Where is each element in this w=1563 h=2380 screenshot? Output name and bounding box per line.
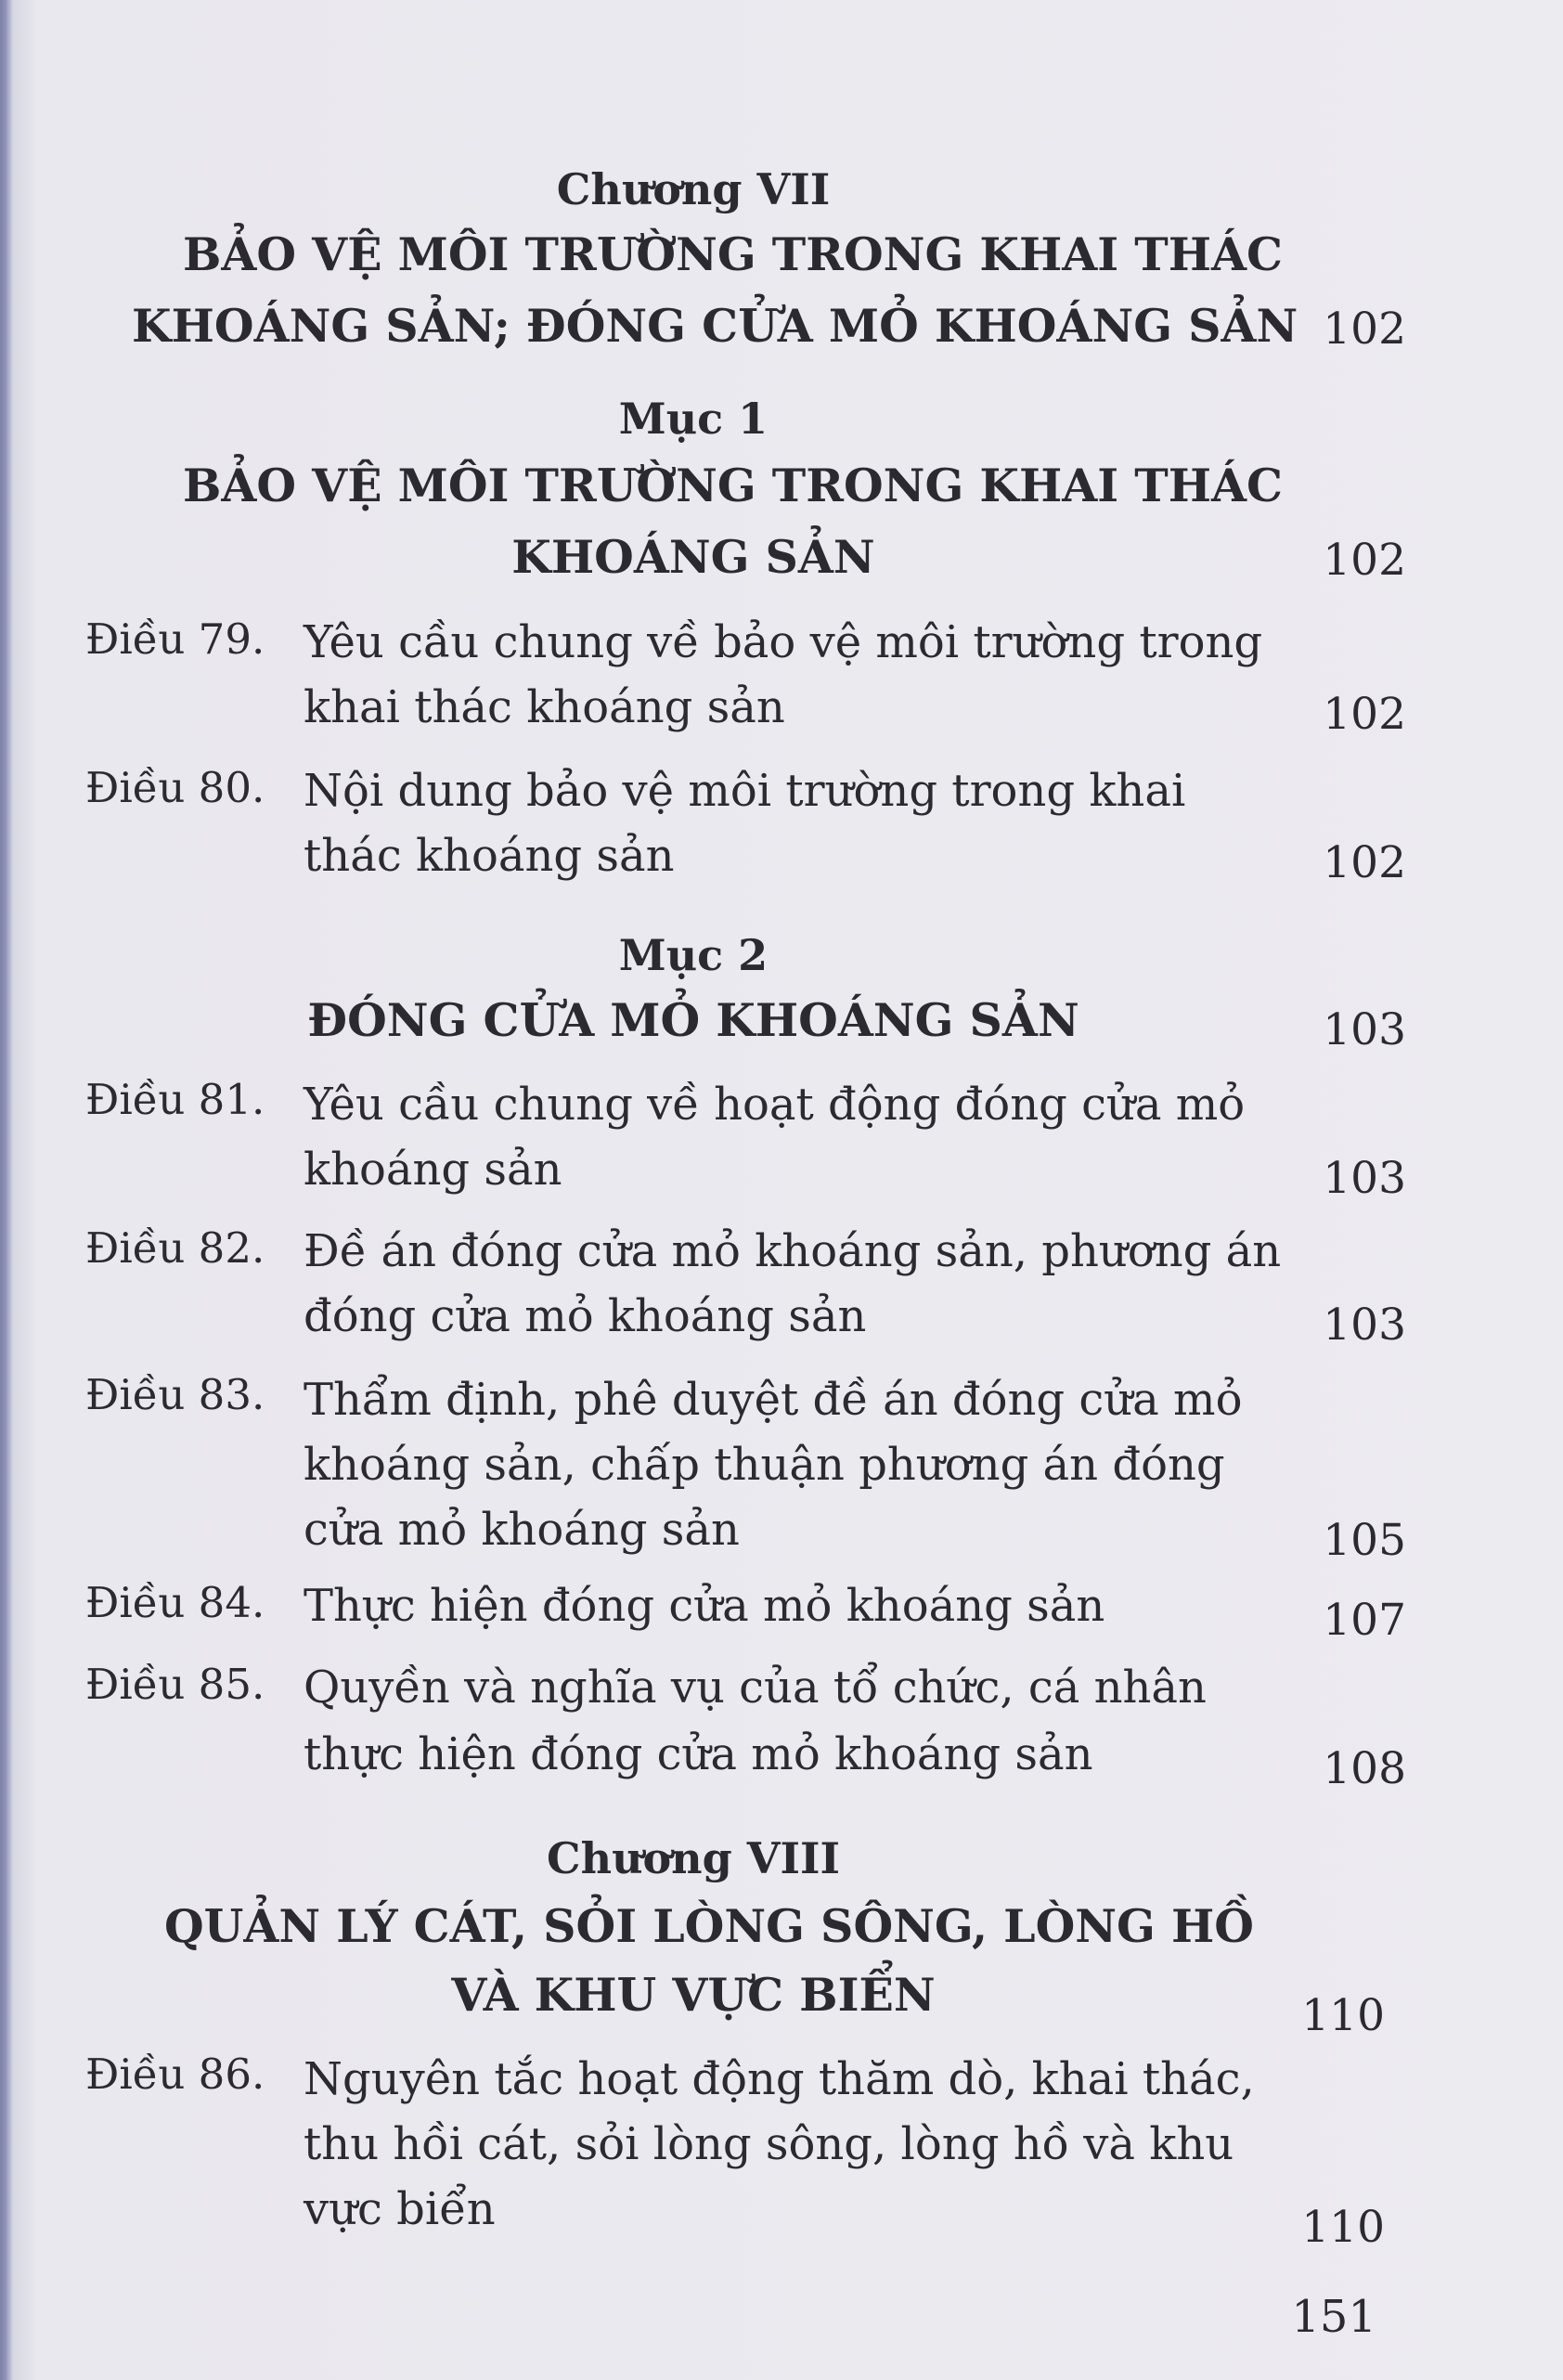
- section-1-page: 102: [1323, 535, 1406, 586]
- article-86-label: Điều 86.: [85, 2050, 265, 2099]
- article-80-title-line2: thác khoáng sản: [304, 830, 675, 882]
- section-2-label: Mục 2: [618, 930, 769, 980]
- chapter-8-page: 110: [1301, 1990, 1385, 2041]
- article-82-title-line1: Đề án đóng cửa mỏ khoáng sản, phương án: [304, 1225, 1282, 1277]
- chapter-7-page: 102: [1323, 304, 1406, 355]
- article-86-title-line1: Nguyên tắc hoạt động thăm dò, khai thác,: [304, 2053, 1255, 2105]
- article-81-label: Điều 81.: [85, 1075, 265, 1124]
- chapter-7-title-line2: KHOÁNG SẢN; ĐÓNG CỬA MỎ KHOÁNG SẢN: [132, 299, 1298, 353]
- section-2-page: 103: [1323, 1004, 1406, 1055]
- article-81-title-line1: Yêu cầu chung về hoạt động đóng cửa mỏ: [304, 1079, 1246, 1131]
- article-81-page: 103: [1323, 1153, 1406, 1204]
- article-84-title-line1: Thực hiện đóng cửa mỏ khoáng sản: [304, 1580, 1105, 1632]
- article-86-title-line2: thu hồi cát, sỏi lòng sông, lòng hồ và khu: [304, 2118, 1234, 2170]
- article-80-title-line1: Nội dung bảo vệ môi trường trong khai: [304, 765, 1186, 817]
- article-79-page: 102: [1323, 689, 1406, 740]
- chapter-8-title-line2: VÀ KHU VỰC BIỂN: [451, 1968, 936, 2022]
- article-82-label: Điều 82.: [85, 1223, 265, 1273]
- article-83-label: Điều 83.: [85, 1370, 265, 1419]
- article-80-page: 102: [1323, 837, 1406, 888]
- section-1-label: Mục 1: [618, 394, 769, 444]
- section-1-title-line2: KHOÁNG SẢN: [511, 530, 875, 584]
- article-83-title-line3: cửa mỏ khoáng sản: [304, 1504, 740, 1556]
- article-79-label: Điều 79.: [85, 614, 265, 664]
- chapter-8-label: Chương VIII: [546, 1833, 841, 1883]
- article-83-title-line1: Thẩm định, phê duyệt đề án đóng cửa mỏ: [304, 1374, 1243, 1426]
- section-2-title: ĐÓNG CỬA MỎ KHOÁNG SẢN: [307, 993, 1079, 1047]
- article-85-title-line2: thực hiện đóng cửa mỏ khoáng sản: [304, 1728, 1093, 1780]
- article-85-title-line1: Quyền và nghĩa vụ của tổ chức, cá nhân: [304, 1662, 1207, 1714]
- article-81-title-line2: khoáng sản: [304, 1144, 562, 1196]
- article-79-title-line2: khai thác khoáng sản: [304, 681, 785, 733]
- article-86-page: 110: [1301, 2202, 1385, 2253]
- section-1-title-line1: BẢO VỆ MÔI TRƯỜNG TRONG KHAI THÁC: [183, 459, 1284, 512]
- article-85-label: Điều 85.: [85, 1660, 265, 1709]
- article-86-title-line3: vực biển: [304, 2183, 496, 2235]
- page-number: 151: [1291, 2291, 1376, 2343]
- article-84-page: 107: [1323, 1595, 1406, 1646]
- article-84-label: Điều 84.: [85, 1578, 265, 1627]
- article-85-page: 108: [1323, 1743, 1406, 1794]
- article-82-title-line2: đóng cửa mỏ khoáng sản: [304, 1290, 867, 1342]
- chapter-7-title-line1: BẢO VỆ MÔI TRƯỜNG TRONG KHAI THÁC: [183, 227, 1284, 281]
- article-80-label: Điều 80.: [85, 763, 265, 812]
- article-83-title-line2: khoáng sản, chấp thuận phương án đóng: [304, 1439, 1225, 1491]
- article-83-page: 105: [1323, 1515, 1406, 1566]
- article-82-page: 103: [1323, 1300, 1406, 1351]
- chapter-8-title-line1: QUẢN LÝ CÁT, SỎI LÒNG SÔNG, LÒNG HỒ: [164, 1899, 1254, 1953]
- chapter-7-label: Chương VII: [556, 164, 831, 214]
- article-79-title-line1: Yêu cầu chung về bảo vệ môi trường trong: [304, 616, 1263, 668]
